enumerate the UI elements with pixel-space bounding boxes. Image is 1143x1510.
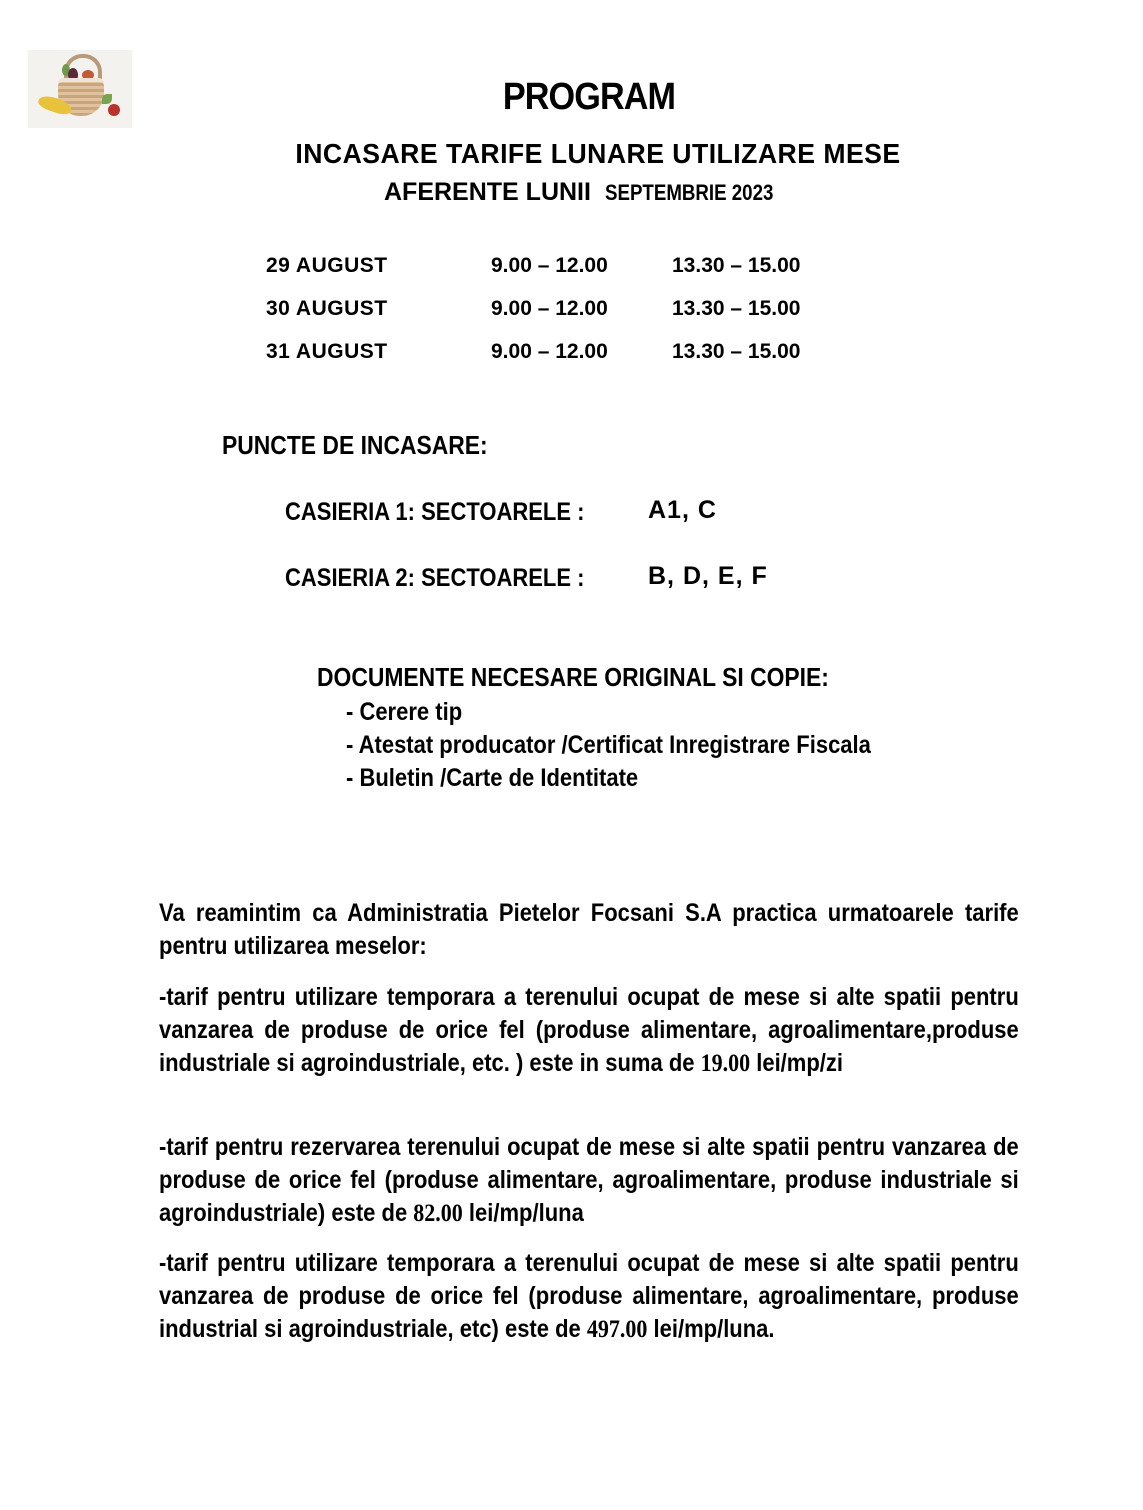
period-month: SEPTEMBRIE 2023 [604, 180, 774, 205]
tariff-amount: 19.00 [700, 1050, 751, 1077]
cashier-2 [285, 562, 768, 593]
tariff-text-wrap [159, 981, 1019, 1080]
schedule-day: 31 AUGUST [266, 340, 388, 363]
documents-title: DOCUMENTE NECESARE ORIGINAL SI COPIE: [317, 662, 829, 692]
notice-intro-text: Va reamintim ca Administratia Pietelor Focsani S.A practica urmatoarele tarife pentru utilizarea meselor: [159, 899, 1019, 960]
tariff-text: -tarif pentru rezervarea terenului ocupat de mese si alte spatii pentru vanzarea de produse de orice fel (produse alimentare, agroalimentare, produse industriale si agroindustriale) este de [159, 1133, 1019, 1227]
tariff-unit: lei/mp/zi [750, 1049, 844, 1077]
tariff-unit: lei/mp/luna. [647, 1315, 775, 1343]
tariff-amount: 82.00 [413, 1200, 463, 1227]
document-item: - Cerere tip [346, 698, 463, 726]
schedule-afternoon: 13.30 – 15.00 [672, 340, 801, 363]
page-subtitle: INCASARE TARIFE LUNARE UTILIZARE MESE [295, 138, 901, 169]
tariff-paragraph [159, 1131, 1019, 1230]
schedule-day: 29 AUGUST [266, 254, 388, 277]
schedule-afternoon: 13.30 – 15.00 [672, 297, 801, 320]
tariff-unit: lei/mp/luna [462, 1199, 584, 1227]
schedule-afternoon: 13.30 – 15.00 [672, 254, 801, 277]
period-label: AFERENTE LUNII [384, 178, 591, 206]
document-item: - Atestat producator /Certificat Inregistrare Fiscala [346, 731, 871, 759]
tariff-paragraph [159, 1247, 1019, 1346]
tariff-paragraph [159, 981, 1019, 1080]
schedule-day: 30 AUGUST [266, 297, 388, 320]
document-item: - Buletin /Carte de Identitate [346, 764, 639, 792]
period-line [384, 178, 803, 207]
tariff-text: -tarif pentru utilizare temporara a terenului ocupat de mese si alte spatii pentru vanzarea de produse de orice fel (produse alimentare, agroalimentare,produse industriale si agroindustriale, etc. ) este in suma de [159, 983, 1019, 1077]
schedule-morning: 9.00 – 12.00 [491, 254, 608, 277]
cashier-sectors: A1, C [648, 496, 717, 524]
notice-intro [159, 897, 1019, 963]
tariff-text-wrap [159, 1131, 1019, 1230]
collection-points-title: PUNCTE DE INCASARE: [222, 430, 488, 460]
schedule-morning: 9.00 – 12.00 [491, 340, 608, 363]
tariff-text: -tarif pentru utilizare temporara a terenului ocupat de mese si alte spatii pentru vanzarea de produse de orice fel (produse alimentare, agroalimentare, produse industrial si agroindustriale, etc) este de [159, 1249, 1019, 1343]
cashier-1 [285, 496, 717, 527]
cashier-label: CASIERIA 2: SECTOARELE : [285, 564, 585, 592]
cashier-label: CASIERIA 1: SECTOARELE : [285, 498, 585, 526]
tariff-text-wrap [159, 1247, 1019, 1346]
page-title: PROGRAM [502, 76, 676, 118]
tariff-amount: 497.00 [586, 1316, 648, 1343]
schedule-morning: 9.00 – 12.00 [491, 297, 608, 320]
cashier-sectors: B, D, E, F [648, 562, 768, 590]
